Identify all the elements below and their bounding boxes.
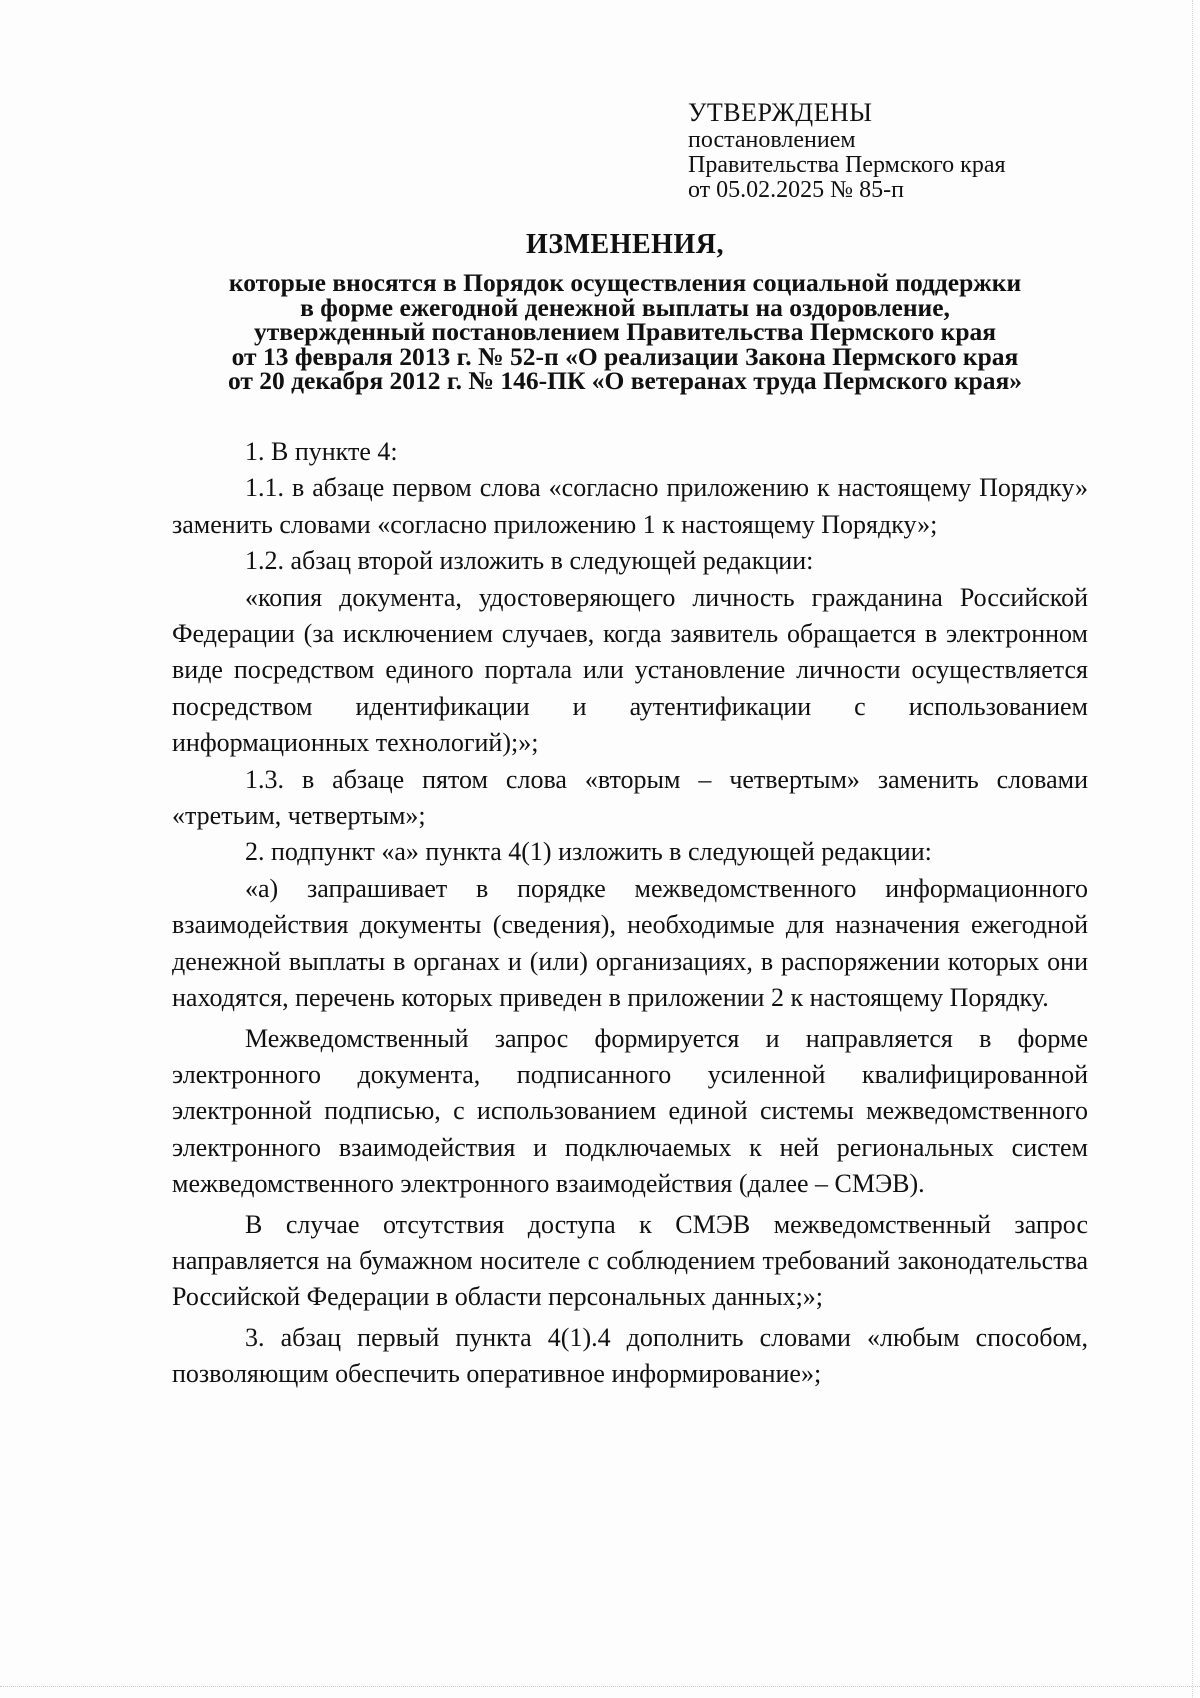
approval-line: постановлением	[688, 127, 856, 153]
scan-edge-right	[1192, 0, 1193, 1698]
paragraph: 1. В пункте 4:	[245, 437, 398, 466]
approval-title: УТВЕРЖДЕНЫ	[688, 98, 873, 127]
document-title: ИЗМЕНЕНИЯ,	[526, 229, 724, 260]
approval-line: от 05.02.2025 № 85-п	[688, 177, 904, 203]
paragraph: В случае отсутствия доступа к СМЭВ межведомственный запрос направляется на бумажном носителе с соблюдением требований законодательства Российской Федерации в области персональных данных;»;	[172, 1209, 1088, 1312]
paragraph: Межведомственный запрос формируется и направляется в форме электронного документа, подписанного усиленной квалифицированной электронной подписью, с использованием единой системы межведомственного электронного взаимодействия и подключаемых к ней региональных систем межведомственного электронного взаимодействия (далее – СМЭВ).	[172, 1023, 1088, 1199]
scan-edge-bottom	[0, 1686, 1200, 1687]
document-body	[172, 434, 1088, 1393]
subtitle-line: утвержденный постановлением Правительства Пермского края	[253, 317, 997, 346]
paragraph: «а) запрашивает в порядке межведомственного информационного взаимодействия документы (сведения), необходимые для назначения ежегодной денежной выплаты в органах и (или) организациях, в распоряжении которых они находятся, перечень которых приведен в приложении 2 к настоящему Порядку.	[172, 873, 1088, 1013]
paragraph: 1.3. в абзаце пятом слова «вторым – четвертым» заменить словами «третьим, четвертым»;	[172, 764, 1088, 831]
paragraph: «копия документа, удостоверяющего личность гражданина Российской Федерации (за исключением случаев, когда заявитель обращается в электронном виде посредством единого портала или установление личности осуществляется посредством идентификации и аутентификации с использованием информационных технологий);»;	[172, 582, 1088, 758]
paragraph: 3. абзац первый пункта 4(1).4 дополнить словами «любым способом, позволяющим обеспечить оперативное информирование»;	[172, 1322, 1088, 1389]
subtitle-line: от 13 февраля 2013 г. № 52-п «О реализации Закона Пермского края	[231, 341, 1019, 371]
approval-stamp	[688, 98, 1108, 203]
paragraph: 1.2. абзац второй изложить в следующей редакции:	[245, 546, 814, 576]
subtitle-line: которые вносятся в Порядок осуществления социальной поддержки	[228, 268, 1022, 297]
paragraph: 1.1. в абзаце первом слова «согласно приложению к настоящему Порядку» заменить словами «согласно приложению 1 к настоящему Порядку»;	[172, 473, 1088, 539]
document-subtitle	[150, 268, 1100, 395]
subtitle-line: в форме ежегодной денежной выплаты на оздоровление,	[300, 292, 950, 322]
paragraph: 2. подпункт «а» пункта 4(1) изложить в следующей редакции:	[245, 837, 932, 867]
approval-line: Правительства Пермского края	[688, 152, 1006, 178]
subtitle-line: от 20 декабря 2012 г. № 146-ПК «О ветеранах труда Пермского края»	[227, 366, 1023, 395]
